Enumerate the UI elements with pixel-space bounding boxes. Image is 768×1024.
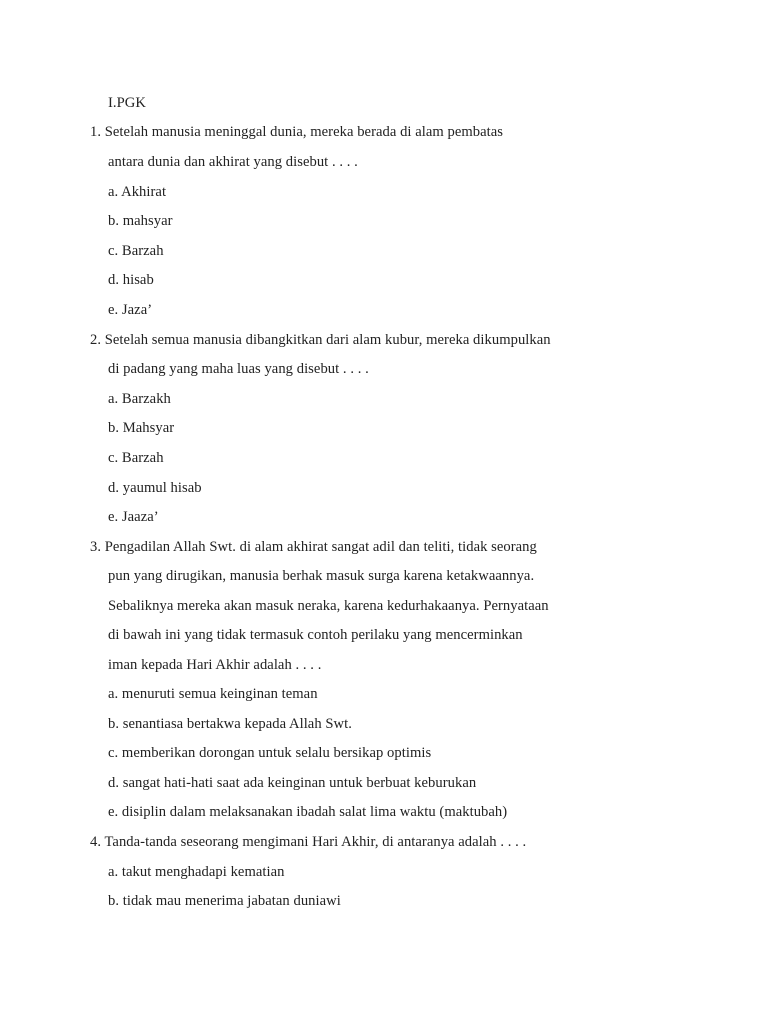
question-2-option-b: b. Mahsyar [108,420,175,436]
question-1-option-d: d. hisab [108,272,154,288]
question-2-line-1: 2. Setelah semua manusia dibangkitkan dari alam kubur, mereka dikumpulkan [90,332,551,348]
question-3-line-4: di bawah ini yang tidak termasuk contoh perilaku yang mencerminkan [108,627,523,643]
question-4-line-1: 4. Tanda-tanda seseorang mengimani Hari Akhir, di antaranya adalah . . . . [90,834,527,850]
question-3-line-5: iman kepada Hari Akhir adalah . . . . [108,657,322,673]
question-1-line-1: 1. Setelah manusia meninggal dunia, mereka berada di alam pembatas [90,124,503,140]
question-4-option-a: a. takut menghadapi kematian [108,864,285,880]
question-3-option-c: c. memberikan dorongan untuk selalu bersikap optimis [108,745,432,761]
question-2-line-2: di padang yang maha luas yang disebut . . . . [108,361,369,377]
question-2-option-a: a. Barzakh [108,391,171,407]
question-2-option-e: e. Jaaza’ [108,509,159,525]
question-1-option-a: a. Akhirat [108,184,167,200]
question-2-option-d: d. yaumul hisab [108,480,202,496]
question-4-option-b: b. tidak mau menerima jabatan duniawi [108,893,341,909]
question-1-option-b: b. mahsyar [108,213,173,229]
question-3-line-1: 3. Pengadilan Allah Swt. di alam akhirat sangat adil dan teliti, tidak seorang [90,539,537,555]
question-3-option-a: a. menuruti semua keinginan teman [108,686,318,702]
question-1-option-c: c. Barzah [108,243,164,259]
question-3-option-b: b. senantiasa bertakwa kepada Allah Swt. [108,716,352,732]
question-2-option-c: c. Barzah [108,450,164,466]
page-heading: I.PGK [108,95,146,111]
question-3-option-d: d. sangat hati-hati saat ada keinginan untuk berbuat keburukan [108,775,477,791]
question-3-option-e: e. disiplin dalam melaksanakan ibadah salat lima waktu (maktubah) [108,804,508,820]
question-3-line-2: pun yang dirugikan, manusia berhak masuk surga karena ketakwaannya. [108,568,535,584]
question-1-option-e: e. Jaza’ [108,302,153,318]
question-3-line-3: Sebaliknya mereka akan masuk neraka, karena kedurhakaanya. Pernyataan [108,598,549,614]
question-1-line-2: antara dunia dan akhirat yang disebut . . . . [108,154,358,170]
